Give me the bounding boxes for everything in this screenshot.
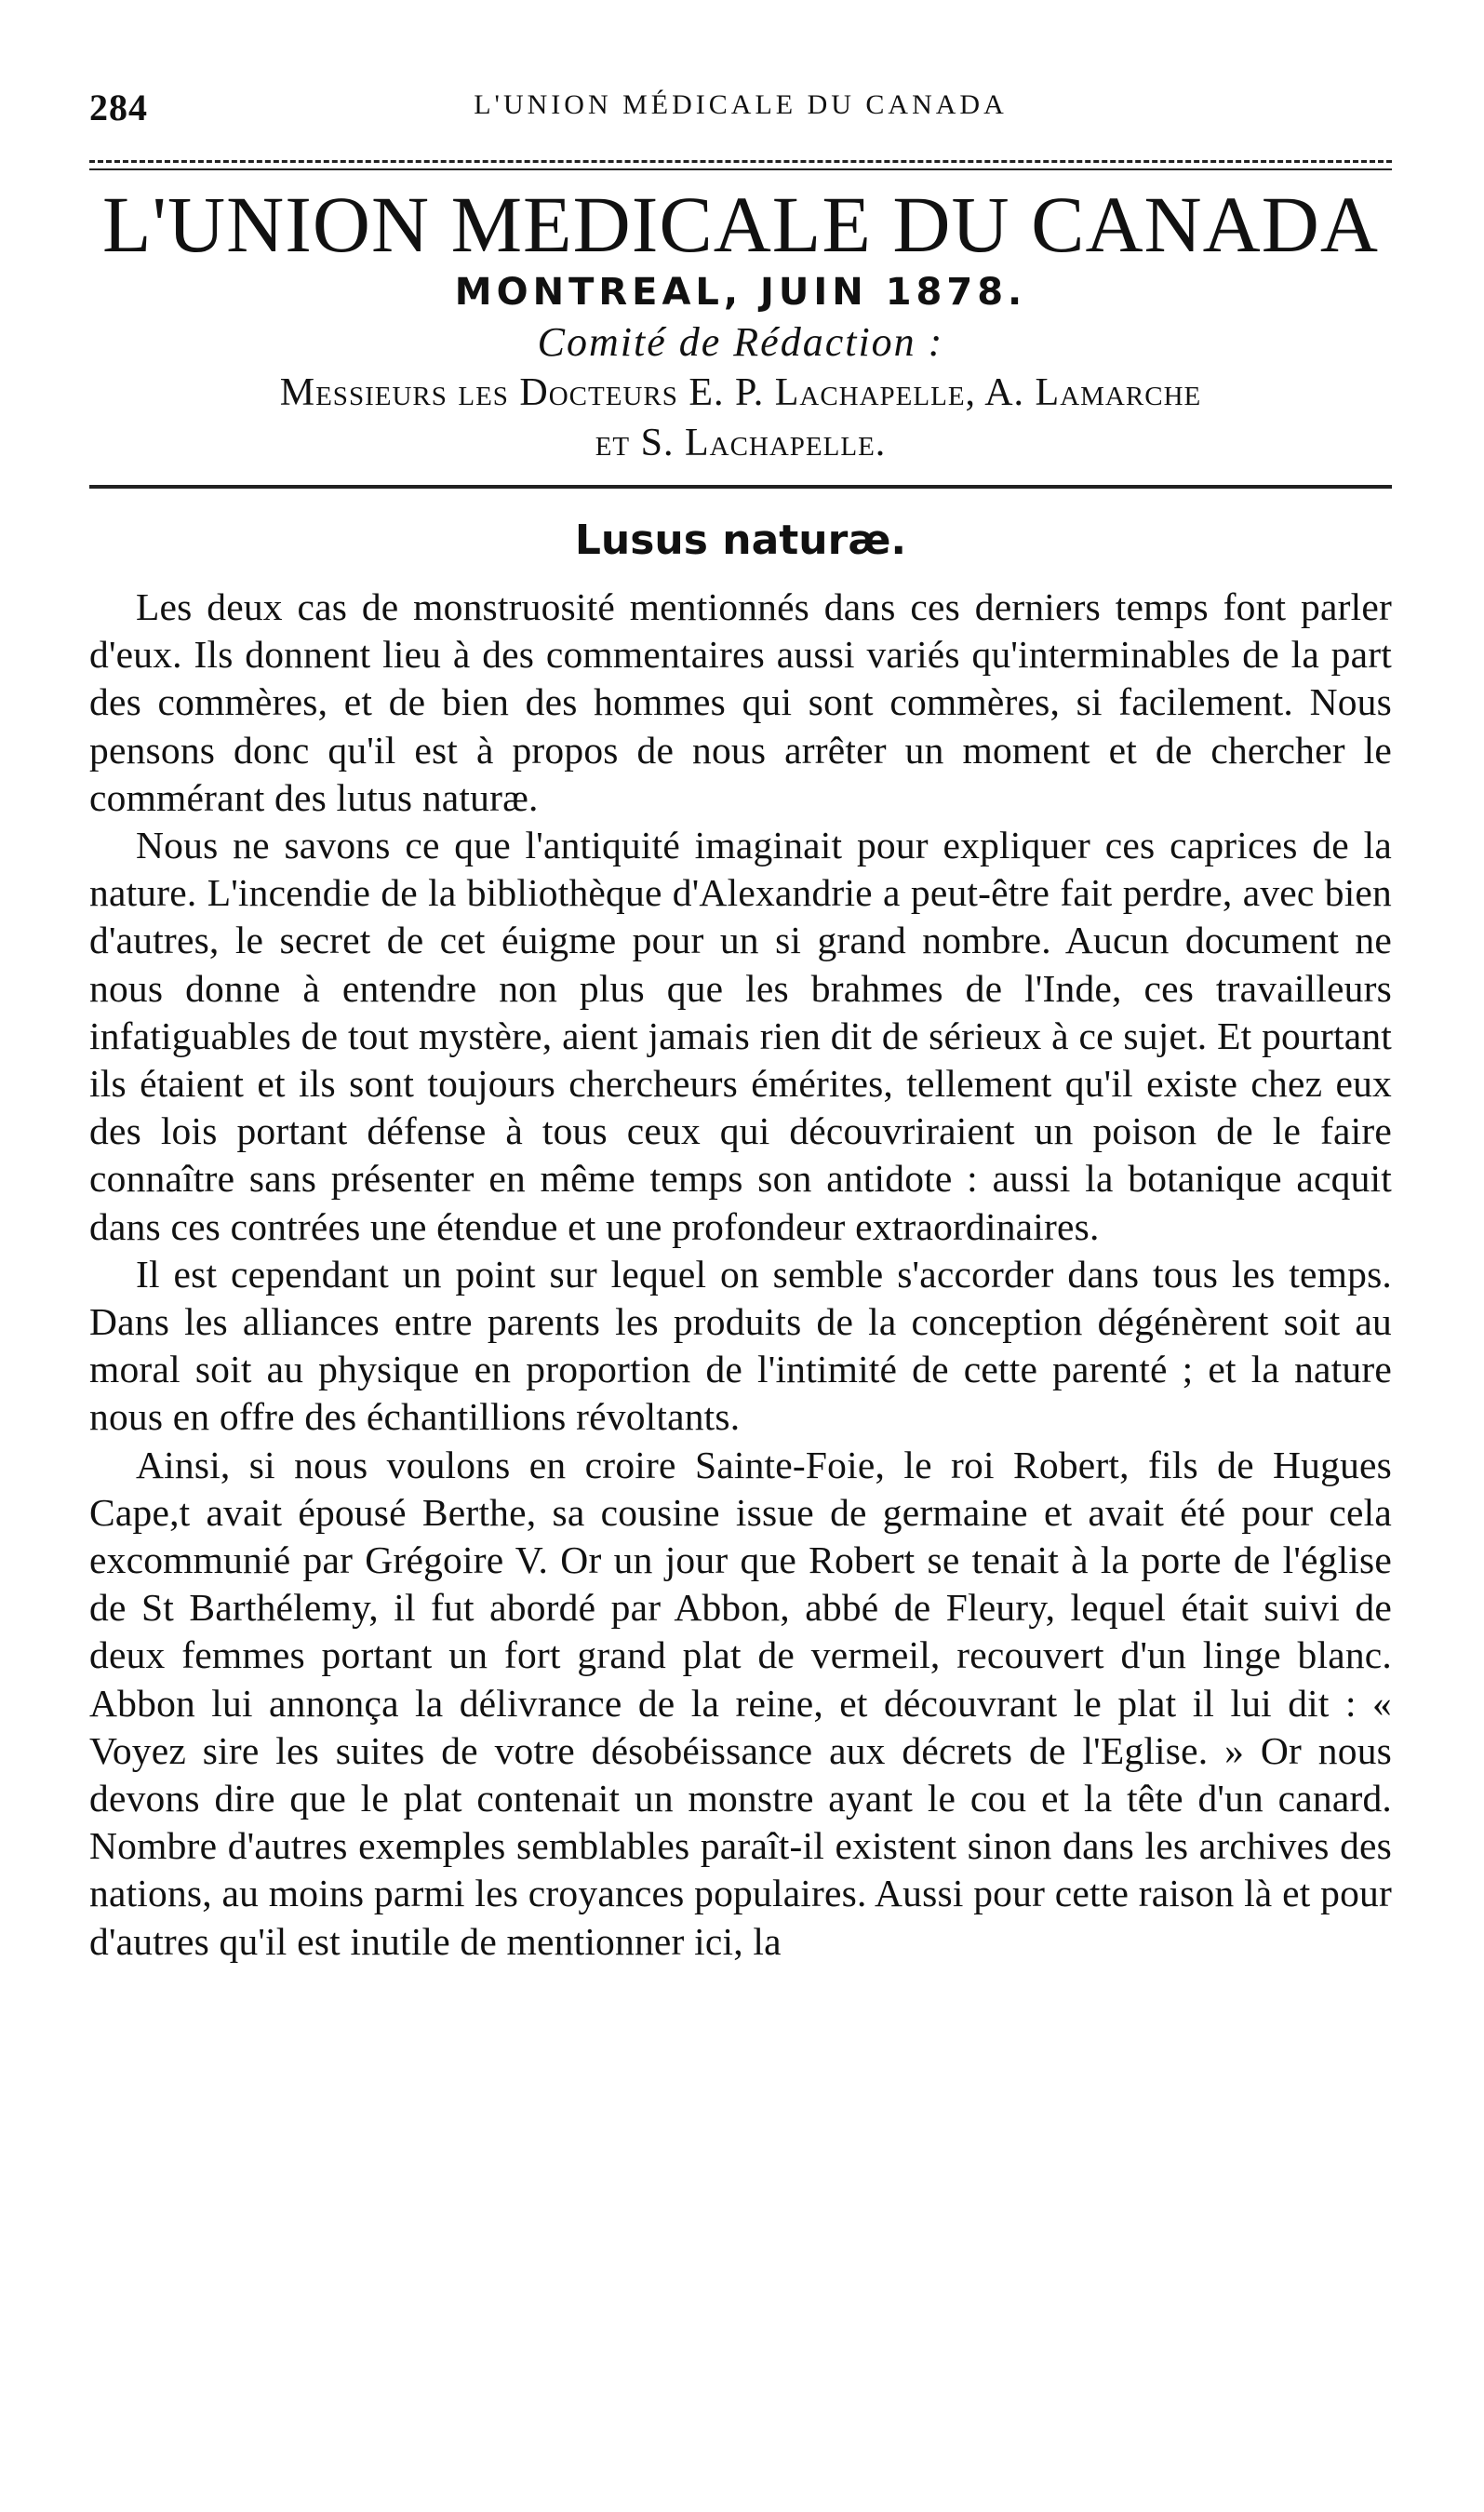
paragraph-4: Ainsi, si nous voulons en croire Sainte-Foie, le roi Robert, fils de Hugues Cape,t avait épousé Berthe, sa cousine issue de germaine et avait été pour cela excommunié par Grégoire V. Or un jour que Robert se tenait à la porte de l'église de St Barthélemy, il fut abordé par Abbon, abbé de Fleury, lequel était suivi de deux femmes portant un fort grand plat de vermeil, recouvert d'un linge blanc. Abbon lui annonça la délivrance de la reine, et découvrant le plat il lui dit : « Voyez sire les suites de votre désobéissance aux décrets de l'Eglise. » Or nous devons dire que le plat contenait un monstre ayant le cou et la tête d'un canard. Nombre d'autres exemples semblables paraît-il existent sinon dans les archives des nations, au moins parmi les croyances populaires. Aussi pour cette raison là et pour d'autres qu'il est inutile de mentionner ici, la <box>89 1443 1392 1963</box>
header-rule <box>89 160 1392 170</box>
masthead-rule <box>89 485 1392 489</box>
article-body <box>89 584 1392 1966</box>
page-number: 284 <box>89 87 148 128</box>
editorial-committee-label: Comité de Rédaction : <box>537 319 944 365</box>
running-head-title: L'UNION MÉDICALE DU CANADA <box>474 89 1008 120</box>
masthead-title: L'UNION MEDICALE DU CANADA <box>102 180 1379 269</box>
masthead <box>89 181 1392 468</box>
journal-page <box>89 86 1392 1966</box>
editors-line-2: et S. Lachapelle. <box>595 422 887 464</box>
running-head <box>89 86 1392 128</box>
dateline: MONTREAL, JUIN 1878. <box>454 271 1027 314</box>
paragraph-1: Les deux cas de monstruosité mentionnés dans ces derniers temps font parler d'eux. Ils donnent lieu à des commentaires aussi variés qu'interminables de la part des commères, et de bien des hommes qui sont commères, si facilement. Nous pensons donc qu'il est à propos de nous arrêter un moment et de chercher le commérant des lutus naturæ. <box>89 585 1392 819</box>
paragraph-2: Nous ne savons ce que l'antiquité imaginait pour expliquer ces caprices de la nature. L'incendie de la bibliothèque d'Alexandrie a peut-être fait perdre, avec bien d'autres, le secret de cet éuigme pour un si grand nombre. Aucun document ne nous donne à entendre non plus que les brahmes de l'Inde, ces travailleurs infatiguables de tout mystère, aient jamais rien dit de sérieux à ce sujet. Et pourtant ils étaient et ils sont toujours chercheurs émérites, tellement qu'il existe chez eux des lois portant défense à tous ceux qui découvriraient un poison de le faire connaître sans présenter en même temps son antidote : aussi la botanique acquit dans ces contrées une étendue et une profondeur extraordinaires. <box>89 824 1392 1248</box>
paragraph-3: Il est cependant un point sur lequel on semble s'accorder dans tous les temps. Dans les alliances entre parents les produits de la conception dégénèrent soit au moral soit au physique en proportion de l'intimité de cette parenté ; et la nature nous en offre des échantillions révoltants. <box>89 1252 1392 1439</box>
article-title: Lusus naturæ. <box>574 517 907 564</box>
editors-line-1: Messieurs les Docteurs E. P. Lachapelle, A. Lamarche <box>279 371 1202 414</box>
